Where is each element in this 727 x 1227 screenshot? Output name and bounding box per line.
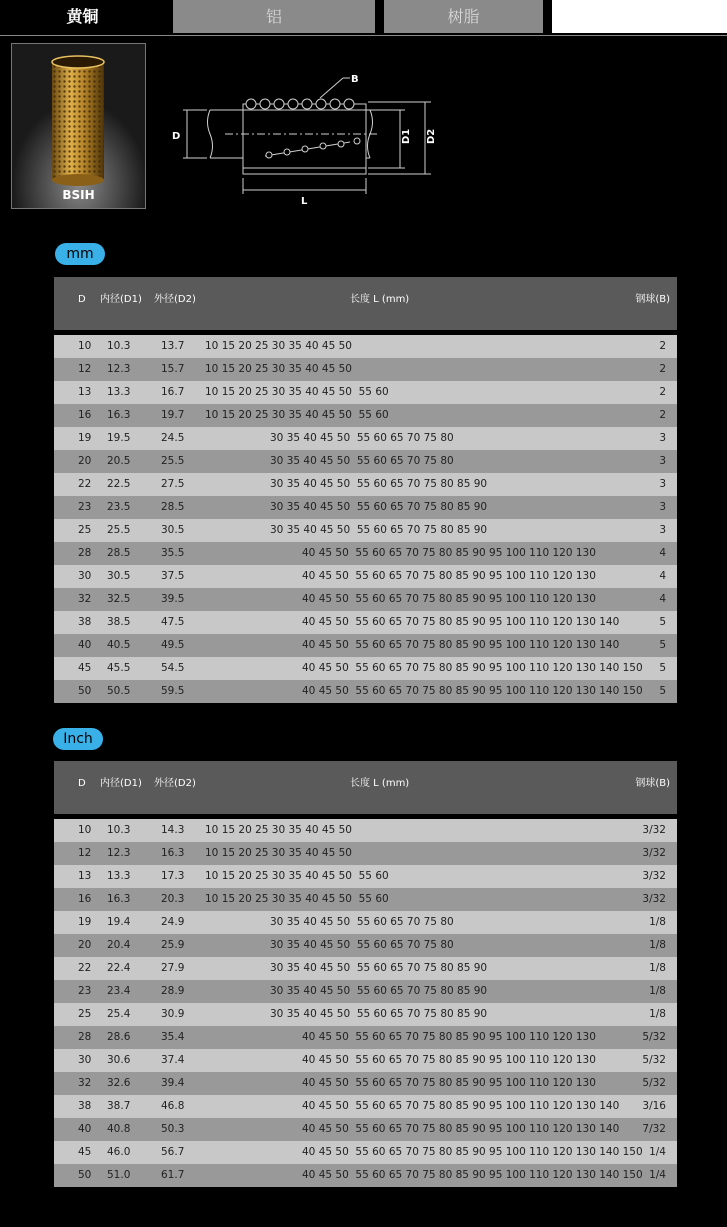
cell-length: 30 35 40 45 50 55 60 65 70 75 80 85 90 (270, 985, 488, 997)
divider (0, 35, 727, 36)
label-d: D (172, 131, 181, 142)
cell-d1: 19.5 (107, 432, 131, 444)
cell-ball: 5 (659, 662, 666, 674)
cell-length: 10 15 20 25 30 35 40 45 50 55 60 (205, 870, 389, 882)
cell-d: 45 (78, 662, 92, 674)
cell-d: 30 (78, 570, 92, 582)
cell-d: 40 (78, 1123, 92, 1135)
cell-d2: 16.7 (161, 386, 185, 398)
cell-d: 38 (78, 1100, 92, 1112)
cell-d1: 40.5 (107, 639, 131, 651)
tab-resin[interactable]: 树脂 (384, 0, 543, 33)
cell-d2: 39.5 (161, 593, 185, 605)
cell-d: 23 (78, 985, 92, 997)
unit-badge-inch: Inch (53, 728, 103, 750)
cell-d2: 24.5 (161, 432, 185, 444)
cell-d: 20 (78, 939, 92, 951)
cell-ball: 4 (659, 547, 666, 559)
cell-d: 19 (78, 432, 92, 444)
cell-d1: 22.4 (107, 962, 131, 974)
cell-ball: 3 (659, 478, 666, 490)
mm-table (54, 277, 677, 703)
cell-ball: 3/16 (642, 1100, 666, 1112)
cell-d1: 45.5 (107, 662, 131, 674)
table-row (54, 657, 677, 680)
cell-d: 25 (78, 1008, 92, 1020)
cell-d1: 46.0 (107, 1146, 131, 1158)
cell-length: 10 15 20 25 30 35 40 45 50 (205, 847, 352, 859)
cell-length: 40 45 50 55 60 65 70 75 80 85 90 95 100 110 120 130 140 (302, 1100, 620, 1112)
cell-ball: 5/32 (642, 1054, 666, 1066)
cell-length: 30 35 40 45 50 55 60 65 70 75 80 85 90 (270, 962, 488, 974)
cell-d1: 19.4 (107, 916, 131, 928)
cell-length: 40 45 50 55 60 65 70 75 80 85 90 95 100 110 120 130 140 150 (302, 1146, 643, 1158)
cell-length: 10 15 20 25 30 35 40 45 50 (205, 340, 352, 352)
cell-d: 12 (78, 363, 92, 375)
inch-table (54, 761, 677, 1187)
label-b: B (351, 74, 359, 85)
table-row (54, 450, 677, 473)
header-ball: 钢球(B) (635, 294, 670, 305)
cell-d: 45 (78, 1146, 92, 1158)
cell-d2: 30.5 (161, 524, 185, 536)
table-row (54, 680, 677, 703)
table-row (54, 634, 677, 657)
table-row (54, 980, 677, 1003)
cell-d2: 35.5 (161, 547, 185, 559)
cell-d1: 40.8 (107, 1123, 131, 1135)
cell-length: 40 45 50 55 60 65 70 75 80 85 90 95 100 110 120 130 140 (302, 616, 620, 628)
cell-ball: 2 (659, 340, 666, 352)
cell-ball: 3/32 (642, 824, 666, 836)
cell-length: 10 15 20 25 30 35 40 45 50 (205, 363, 352, 375)
cell-d: 22 (78, 962, 92, 974)
header-d1: 内径(D1) (100, 294, 142, 305)
cell-d2: 54.5 (161, 662, 185, 674)
cell-d2: 30.9 (161, 1008, 185, 1020)
cell-d2: 56.7 (161, 1146, 185, 1158)
cell-ball: 3 (659, 455, 666, 467)
cell-length: 40 45 50 55 60 65 70 75 80 85 90 95 100 110 120 130 140 150 (302, 685, 643, 697)
cell-ball: 3 (659, 524, 666, 536)
table-row (54, 473, 677, 496)
cell-d: 32 (78, 593, 92, 605)
cell-d1: 28.6 (107, 1031, 131, 1043)
cell-d1: 23.5 (107, 501, 131, 513)
cell-d2: 13.7 (161, 340, 185, 352)
label-d2: D2 (426, 128, 437, 144)
cell-d1: 10.3 (107, 340, 131, 352)
cell-ball: 5/32 (642, 1031, 666, 1043)
table-row (54, 842, 677, 865)
cell-length: 40 45 50 55 60 65 70 75 80 85 90 95 100 110 120 130 140 150 (302, 662, 643, 674)
cell-d1: 20.5 (107, 455, 131, 467)
cell-d2: 27.5 (161, 478, 185, 490)
cell-d1: 32.6 (107, 1077, 131, 1089)
cell-d2: 37.4 (161, 1054, 185, 1066)
cell-length: 30 35 40 45 50 55 60 65 70 75 80 85 90 (270, 1008, 488, 1020)
table-row (54, 1003, 677, 1026)
cell-d2: 50.3 (161, 1123, 185, 1135)
cell-d1: 38.5 (107, 616, 131, 628)
cell-d2: 17.3 (161, 870, 185, 882)
cell-d: 50 (78, 685, 92, 697)
cell-ball: 2 (659, 363, 666, 375)
cell-d1: 20.4 (107, 939, 131, 951)
cell-d1: 28.5 (107, 547, 131, 559)
tab-brass[interactable]: 黄铜 (0, 0, 165, 33)
table-row (54, 358, 677, 381)
unit-badge-mm: mm (55, 243, 105, 265)
table-header (54, 761, 677, 814)
inch-table-body (54, 819, 677, 1187)
cell-d2: 35.4 (161, 1031, 185, 1043)
cell-d2: 20.3 (161, 893, 185, 905)
cell-length: 10 15 20 25 30 35 40 45 50 (205, 824, 352, 836)
cell-d1: 12.3 (107, 363, 131, 375)
cell-ball: 3/32 (642, 893, 666, 905)
cell-d: 25 (78, 524, 92, 536)
cell-d1: 25.5 (107, 524, 131, 536)
cell-d1: 30.5 (107, 570, 131, 582)
cell-d1: 13.3 (107, 386, 131, 398)
label-d1: D1 (401, 128, 412, 144)
cell-d2: 25.9 (161, 939, 185, 951)
cell-length: 10 15 20 25 30 35 40 45 50 55 60 (205, 893, 389, 905)
cell-d2: 28.5 (161, 501, 185, 513)
cell-d: 22 (78, 478, 92, 490)
cell-ball: 1/4 (649, 1146, 666, 1158)
cell-d2: 14.3 (161, 824, 185, 836)
cell-ball: 1/8 (649, 985, 666, 997)
table-row (54, 519, 677, 542)
table-row (54, 611, 677, 634)
table-row (54, 1141, 677, 1164)
cell-d: 10 (78, 824, 92, 836)
cell-length: 40 45 50 55 60 65 70 75 80 85 90 95 100 110 120 130 (302, 1054, 596, 1066)
header-d: D (78, 778, 86, 789)
cell-d2: 16.3 (161, 847, 185, 859)
table-row (54, 934, 677, 957)
cell-d1: 23.4 (107, 985, 131, 997)
cell-d1: 16.3 (107, 893, 131, 905)
cell-d2: 59.5 (161, 685, 185, 697)
table-row (54, 1095, 677, 1118)
cell-length: 40 45 50 55 60 65 70 75 80 85 90 95 100 110 120 130 (302, 570, 596, 582)
cell-d2: 24.9 (161, 916, 185, 928)
cell-d1: 25.4 (107, 1008, 131, 1020)
cell-d2: 28.9 (161, 985, 185, 997)
table-header (54, 277, 677, 330)
table-row (54, 1072, 677, 1095)
cell-ball: 1/8 (649, 939, 666, 951)
cell-d: 28 (78, 1031, 92, 1043)
table-row (54, 1164, 677, 1187)
cell-d: 28 (78, 547, 92, 559)
cell-d1: 32.5 (107, 593, 131, 605)
cell-ball: 1/8 (649, 1008, 666, 1020)
cell-d2: 19.7 (161, 409, 185, 421)
table-row (54, 865, 677, 888)
tab-blank (552, 0, 727, 33)
cell-ball: 5 (659, 685, 666, 697)
label-l: L (301, 196, 308, 207)
cell-ball: 5/32 (642, 1077, 666, 1089)
cell-d: 13 (78, 386, 92, 398)
cell-ball: 4 (659, 570, 666, 582)
cell-d2: 49.5 (161, 639, 185, 651)
cell-length: 40 45 50 55 60 65 70 75 80 85 90 95 100 110 120 130 140 (302, 639, 620, 651)
cell-ball: 3 (659, 501, 666, 513)
cell-length: 30 35 40 45 50 55 60 65 70 75 80 (270, 432, 454, 444)
cell-d: 40 (78, 639, 92, 651)
cell-d1: 22.5 (107, 478, 131, 490)
cell-d1: 51.0 (107, 1169, 131, 1181)
cell-d: 32 (78, 1077, 92, 1089)
cell-d2: 61.7 (161, 1169, 185, 1181)
cell-length: 40 45 50 55 60 65 70 75 80 85 90 95 100 110 120 130 (302, 593, 596, 605)
cell-d: 20 (78, 455, 92, 467)
cell-length: 10 15 20 25 30 35 40 45 50 55 60 (205, 409, 389, 421)
cell-d1: 38.7 (107, 1100, 131, 1112)
header-d1: 内径(D1) (100, 778, 142, 789)
cell-d2: 37.5 (161, 570, 185, 582)
cell-d: 10 (78, 340, 92, 352)
cell-length: 40 45 50 55 60 65 70 75 80 85 90 95 100 110 120 130 140 150 (302, 1169, 643, 1181)
table-row (54, 588, 677, 611)
cell-length: 40 45 50 55 60 65 70 75 80 85 90 95 100 110 120 130 (302, 1031, 596, 1043)
cell-d: 12 (78, 847, 92, 859)
cell-d: 30 (78, 1054, 92, 1066)
cell-d2: 25.5 (161, 455, 185, 467)
cell-ball: 7/32 (642, 1123, 666, 1135)
cell-length: 30 35 40 45 50 55 60 65 70 75 80 85 90 (270, 524, 488, 536)
cell-d1: 12.3 (107, 847, 131, 859)
table-row (54, 427, 677, 450)
table-row (54, 1118, 677, 1141)
cell-length: 40 45 50 55 60 65 70 75 80 85 90 95 100 110 120 130 (302, 547, 596, 559)
cell-ball: 1/8 (649, 962, 666, 974)
cell-ball: 2 (659, 386, 666, 398)
cell-d: 19 (78, 916, 92, 928)
tab-aluminum[interactable]: 铝 (173, 0, 375, 33)
cell-ball: 3/32 (642, 847, 666, 859)
table-row (54, 404, 677, 427)
cell-ball: 3/32 (642, 870, 666, 882)
header-ball: 钢球(B) (635, 778, 670, 789)
cell-d1: 16.3 (107, 409, 131, 421)
table-row (54, 819, 677, 842)
cell-d2: 47.5 (161, 616, 185, 628)
cell-length: 30 35 40 45 50 55 60 65 70 75 80 (270, 939, 454, 951)
cell-d: 13 (78, 870, 92, 882)
cell-ball: 1/8 (649, 916, 666, 928)
header-length: 长度 L (mm) (350, 778, 410, 789)
table-row (54, 496, 677, 519)
cell-length: 30 35 40 45 50 55 60 65 70 75 80 (270, 455, 454, 467)
table-row (54, 335, 677, 358)
cell-d: 16 (78, 409, 92, 421)
cell-length: 30 35 40 45 50 55 60 65 70 75 80 85 90 (270, 501, 488, 513)
bushing-diagram (165, 60, 445, 210)
cell-d: 23 (78, 501, 92, 513)
cell-d2: 46.8 (161, 1100, 185, 1112)
table-row (54, 1049, 677, 1072)
header-d2: 外径(D2) (154, 778, 196, 789)
table-row (54, 911, 677, 934)
table-row (54, 888, 677, 911)
mm-table-body (54, 335, 677, 703)
cell-d1: 13.3 (107, 870, 131, 882)
brass-bushing-image (12, 44, 146, 209)
cell-length: 40 45 50 55 60 65 70 75 80 85 90 95 100 110 120 130 (302, 1077, 596, 1089)
cell-ball: 5 (659, 639, 666, 651)
cell-ball: 4 (659, 593, 666, 605)
cell-d2: 15.7 (161, 363, 185, 375)
header-length: 长度 L (mm) (350, 294, 410, 305)
cell-d1: 30.6 (107, 1054, 131, 1066)
cell-length: 40 45 50 55 60 65 70 75 80 85 90 95 100 110 120 130 140 (302, 1123, 620, 1135)
cell-d: 50 (78, 1169, 92, 1181)
cell-ball: 5 (659, 616, 666, 628)
cell-length: 30 35 40 45 50 55 60 65 70 75 80 (270, 916, 454, 928)
header-d2: 外径(D2) (154, 294, 196, 305)
product-photo (11, 43, 146, 209)
cell-d: 38 (78, 616, 92, 628)
cell-length: 30 35 40 45 50 55 60 65 70 75 80 85 90 (270, 478, 488, 490)
cell-d: 16 (78, 893, 92, 905)
product-label: BSIH (62, 188, 95, 202)
table-row (54, 565, 677, 588)
table-row (54, 957, 677, 980)
cell-ball: 2 (659, 409, 666, 421)
cell-d2: 27.9 (161, 962, 185, 974)
cell-ball: 1/4 (649, 1169, 666, 1181)
cell-d1: 50.5 (107, 685, 131, 697)
cell-ball: 3 (659, 432, 666, 444)
cell-d1: 10.3 (107, 824, 131, 836)
table-row (54, 381, 677, 404)
table-row (54, 1026, 677, 1049)
material-tabs (0, 0, 727, 33)
cell-length: 10 15 20 25 30 35 40 45 50 55 60 (205, 386, 389, 398)
cell-d2: 39.4 (161, 1077, 185, 1089)
header-d: D (78, 294, 86, 305)
table-row (54, 542, 677, 565)
